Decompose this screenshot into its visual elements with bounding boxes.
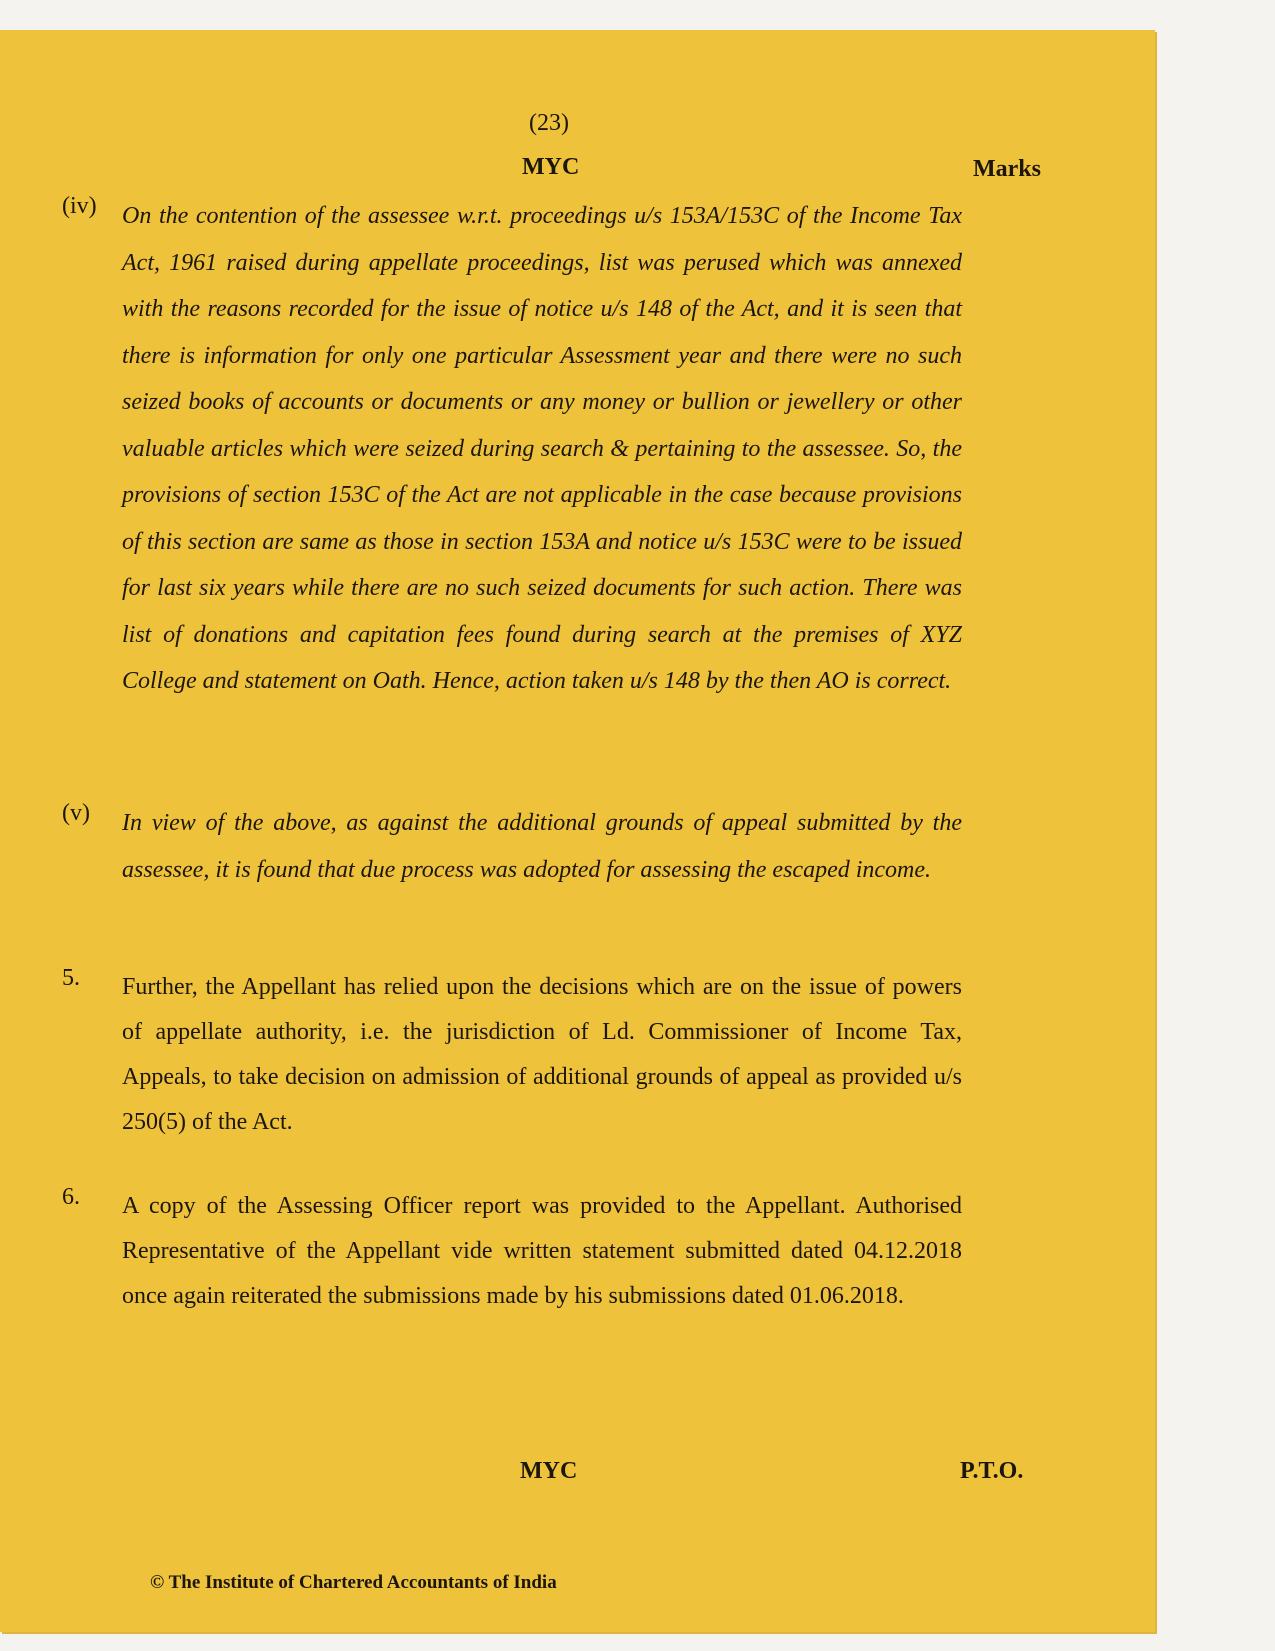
paragraph-number: (v): [62, 800, 90, 826]
paragraph-number: (iv): [62, 193, 97, 219]
paragraph-text: Further, the Appellant has relied upon the decisions which are on the issue of powers of appellate authority, i.e. the jurisdiction of Ld. Commissioner of Income Tax, Appeals, to take decision on admission of additional grounds of appeal as provided u/s 250(5) of the Act.: [122, 974, 962, 1135]
paragraph-5: [62, 965, 962, 1145]
marks-column-label: Marks: [973, 156, 1041, 182]
please-turn-over: P.T.O.: [960, 1458, 1024, 1484]
paragraph-text: On the contention of the assessee w.r.t. proceedings u/s 153A/153C of the Income Tax Act, 1961 raised during appellate proceedings, list was perused which was annexed with the reasons recorded for the issue of notice u/s 148 of the Act, and it is seen that there is information for only one particular Assessment year and there were no such seized books of accounts or documents or any money or bullion or jewellery or other valuable articles which were seized during search & pertaining to the assessee. So, the provisions of section 153C of the Act are not applicable in the case because provisions of this section are same as those in section 153A and notice u/s 153C were to be issued for last six years while there are no such seized documents for such action. There was list of donations and capitation fees found during search at the premises of XYZ College and statement on Oath. Hence, action taken u/s 148 by the then AO is correct.: [122, 203, 962, 694]
paragraph-text: A copy of the Assessing Officer report was provided to the Appellant. Authorised Representative of the Appellant vide written statement submitted dated 04.12.2018 once again reiterated the submissions made by his submissions dated 01.06.2018.: [122, 1193, 962, 1309]
page-number: (23): [529, 110, 569, 136]
copyright-notice: © The Institute of Chartered Accountants of India: [150, 1572, 557, 1593]
paragraph-number: 6.: [62, 1184, 80, 1210]
header-paper-code: MYC: [522, 154, 580, 180]
paragraph-text: In view of the above, as against the additional grounds of appeal submitted by the assessee, it is found that due process was adopted for assessing the escaped income.: [122, 810, 962, 883]
exam-page: [0, 30, 1155, 1632]
paragraph-6: [62, 1184, 962, 1319]
paragraph-v: [62, 800, 962, 893]
paragraph-number: 5.: [62, 965, 80, 991]
paragraph-iv: [62, 193, 962, 705]
footer-paper-code: MYC: [520, 1458, 578, 1484]
